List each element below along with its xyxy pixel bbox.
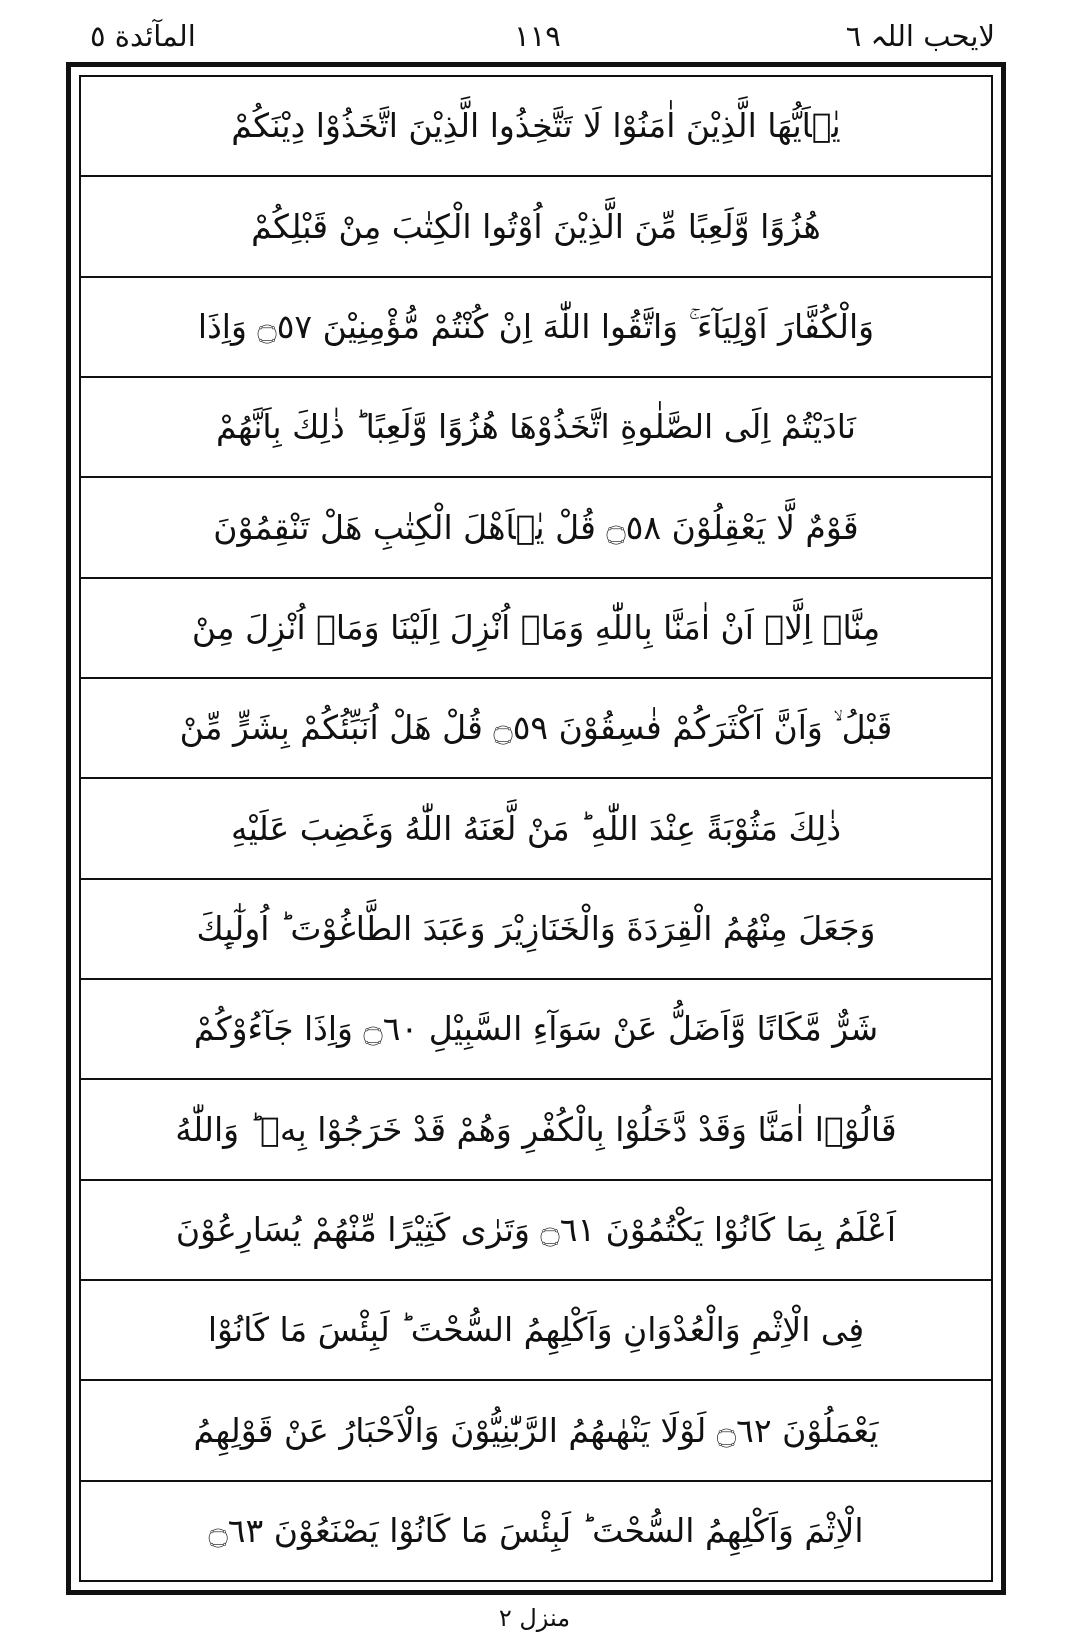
verse-line-text: مِنَّاۤ اِلَّاۤ اَنْ اٰمَنَّا بِاللّٰهِ وَمَاۤ اُنْزِلَ اِلَیْنَا وَمَاۤ اُنْزِلَ مِنْ [191, 608, 881, 647]
page-header [70, 14, 1005, 58]
verse-line-text: یَعْمَلُوْنَ ۝٦٢ لَوْلَا یَنْهٰىهُمُ الرَّبّٰنِیُّوْنَ وَالْاَحْبَارُ عَنْ قَوْلِهِمُ [193, 1410, 879, 1450]
verse-line-text: فِی الْاِثْمِ وَالْعُدْوَانِ وَاَكْلِهِمُ السُّحْتَ ؕ لَبِئْسَ مَا كَانُوْا [207, 1310, 865, 1350]
verse-line-text: شَرٌّ مَّكَانًا وَّاَضَلُّ عَنْ سَوَآءِ السَّبِیْلِ ۝٦٠ وَاِذَا جَآءُوْكُمْ [193, 1009, 879, 1049]
verse-line [81, 1181, 991, 1281]
verse-line [81, 77, 991, 177]
verse-line [81, 579, 991, 679]
verse-line [81, 278, 991, 378]
manzil-footer: منزل ٢ [498, 1604, 571, 1632]
verse-line-text: قَالُوْۤا اٰمَنَّا وَقَدْ دَّخَلُوْا بِالْكُفْرِ وَهُمْ قَدْ خَرَجُوْا بِهٖ ؕ وَاللّٰهُ [175, 1109, 897, 1149]
verse-line [81, 1381, 991, 1481]
page-frame [66, 62, 1006, 1595]
verse-line [81, 1482, 991, 1580]
verse-line [81, 1281, 991, 1381]
verse-line-text: هُزُوًا وَّلَعِبًا مِّنَ الَّذِیْنَ اُوْتُوا الْكِتٰبَ مِنْ قَبْلِكُمْ [251, 206, 821, 246]
verse-line-text: یٰۤاَیُّهَا الَّذِیْنَ اٰمَنُوْا لَا تَتَّخِذُوا الَّذِیْنَ اتَّخَذُوْا دِیْنَكُمْ [231, 106, 841, 146]
verse-line [81, 980, 991, 1080]
verse-line-text: قَوْمٌ لَّا یَعْقِلُوْنَ ۝٥٨ قُلْ یٰۤاَهْلَ الْكِتٰبِ هَلْ تَنْقِمُوْنَ [213, 507, 859, 547]
juz-name: لایحب اللہ ٦ [845, 19, 995, 53]
verse-line [81, 779, 991, 879]
page-number: ١١٩ [514, 19, 561, 53]
verse-line [81, 880, 991, 980]
verse-line [81, 478, 991, 578]
verse-line-text: اَعْلَمُ بِمَا كَانُوْا یَكْتُمُوْنَ ۝٦١ وَتَرٰى كَثِیْرًا مِّنْهُمْ یُسَارِعُوْنَ [175, 1209, 897, 1249]
verse-line-text: وَجَعَلَ مِنْهُمُ الْقِرَدَةَ وَالْخَنَازِیْرَ وَعَبَدَ الطَّاغُوْتَ ؕ اُولٰٓىِٕكَ [196, 908, 876, 948]
verse-line [81, 679, 991, 779]
verse-line-text: وَالْكُفَّارَ اَوْلِیَآءَ ۚ وَاتَّقُوا اللّٰهَ اِنْ كُنْتُمْ مُّؤْمِنِیْنَ ۝٥٧ وَاِذَا [197, 307, 875, 347]
verse-box [79, 75, 993, 1582]
verse-line [81, 177, 991, 277]
verse-line [81, 1080, 991, 1180]
surah-name: المآئدة ٥ [90, 19, 196, 53]
verse-line-text: الْاِثْمَ وَاَكْلِهِمُ السُّحْتَ ؕ لَبِئْسَ مَا كَانُوْا یَصْنَعُوْنَ ۝٦٣ [208, 1510, 864, 1550]
verse-line-text: ذٰلِكَ مَثُوْبَةً عِنْدَ اللّٰهِ ؕ مَنْ لَّعَنَهُ اللّٰهُ وَغَضِبَ عَلَیْهِ [230, 808, 842, 848]
verse-line [81, 378, 991, 478]
verse-line-text: نَادَیْتُمْ اِلَى الصَّلٰوةِ اتَّخَذُوْهَا هُزُوًا وَّلَعِبًا ؕ ذٰلِكَ بِاَنَّهُمْ [216, 407, 856, 447]
verse-line-text: قَبْلُ ۙ وَاَنَّ اَكْثَرَكُمْ فٰسِقُوْنَ ۝٥٩ قُلْ هَلْ اُنَبِّئُكُمْ بِشَرٍّ مِّنْ [179, 708, 893, 748]
